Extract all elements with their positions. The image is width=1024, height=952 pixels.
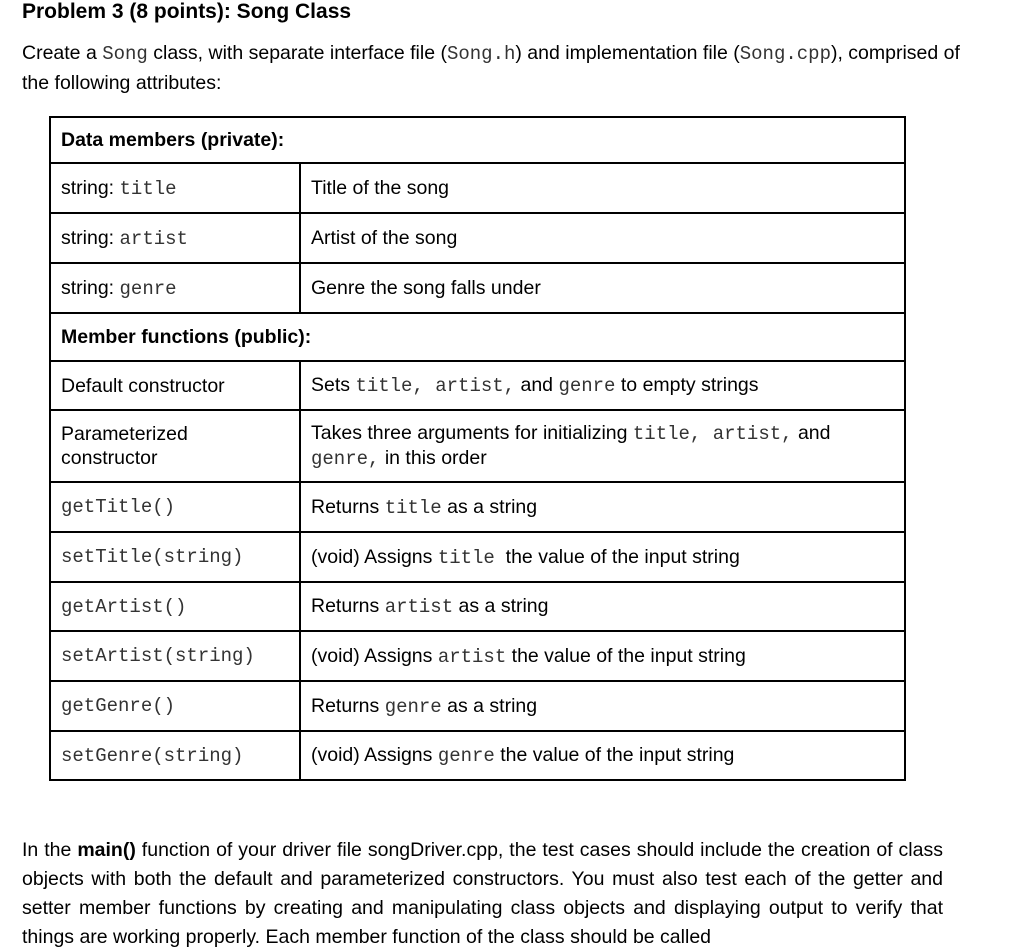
table-row <box>50 681 905 731</box>
table-row <box>50 631 905 681</box>
code-song-cpp: Song.cpp <box>739 43 831 65</box>
member-cell: string: artist <box>50 213 300 263</box>
intro-paragraph: Create a Song class, with separate interface file (Song.h) and implementation file (Song.cpp), comprised of the following attributes: <box>22 42 960 94</box>
function-signature: setGenre(string) <box>50 731 300 780</box>
main-function-bold: main() <box>77 839 136 861</box>
table-row <box>50 532 905 582</box>
table-row <box>50 213 905 263</box>
function-signature: getGenre() <box>50 681 300 731</box>
description-cell: Returns artist as a string <box>300 582 905 631</box>
table-row <box>50 263 905 313</box>
table-row <box>50 361 905 410</box>
member-cell: string: genre <box>50 263 300 313</box>
description-cell: Title of the song <box>300 163 905 213</box>
member-functions-header-row <box>50 313 905 361</box>
table-row <box>50 410 905 482</box>
function-signature: setTitle(string) <box>50 532 300 582</box>
problem-heading: Problem 3 (8 points): Song Class <box>22 0 352 23</box>
description-cell: Returns genre as a string <box>300 681 905 731</box>
code-song-h: Song.h <box>446 43 516 65</box>
function-signature: getTitle() <box>50 482 300 532</box>
table-row <box>50 582 905 631</box>
description-cell: Artist of the song <box>300 213 905 263</box>
table-row <box>50 731 905 780</box>
table-row <box>50 482 905 532</box>
description-cell: (void) Assigns title the value of the input string <box>300 532 905 582</box>
description-cell: Genre the song falls under <box>300 263 905 313</box>
description-cell: Sets title, artist, and genre to empty strings <box>300 361 905 410</box>
data-members-header-row <box>50 117 905 163</box>
driver-instructions-paragraph: In the main() function of your driver file songDriver.cpp, the test cases should include the creation of class objects with both the default and parameterized constructors. You must also test each of the getter and setter member functions by creating and manipulating class objects and displaying output to verify that things are working properly. Each member function of the class should be called <box>22 839 943 948</box>
table-row <box>50 163 905 213</box>
description-cell: (void) Assigns artist the value of the input string <box>300 631 905 681</box>
description-cell: (void) Assigns genre the value of the input string <box>300 731 905 780</box>
function-cell: Parameterized constructor <box>50 410 300 482</box>
member-cell: string: title <box>50 163 300 213</box>
function-signature: getArtist() <box>50 582 300 631</box>
function-signature: setArtist(string) <box>50 631 300 681</box>
description-cell: Takes three arguments for initializing title, artist, and genre, in this order <box>300 410 905 482</box>
song-class-spec-table <box>49 116 906 781</box>
description-cell: Returns title as a string <box>300 482 905 532</box>
function-cell: Default constructor <box>50 361 300 410</box>
member-functions-header: Member functions (public): <box>50 313 905 361</box>
data-members-header: Data members (private): <box>50 117 905 163</box>
code-song: Song <box>102 43 148 65</box>
